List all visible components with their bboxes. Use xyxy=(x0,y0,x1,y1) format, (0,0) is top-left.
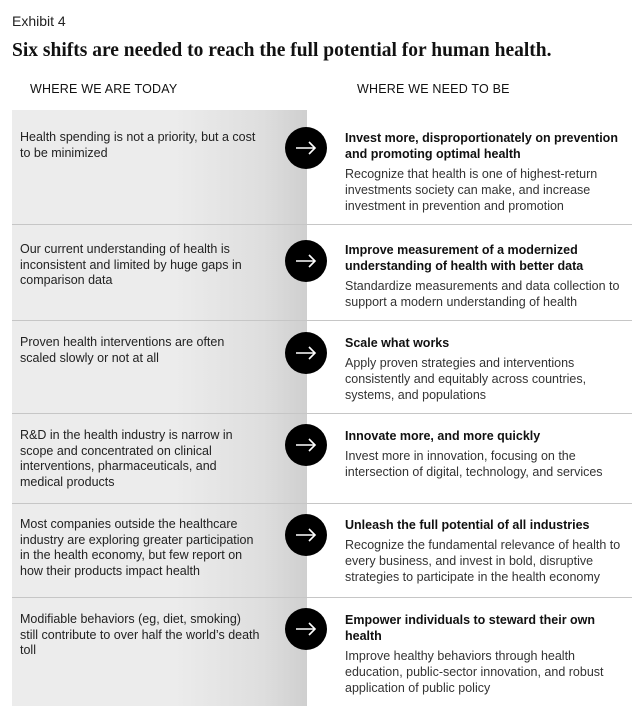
row-divider xyxy=(12,597,632,598)
arrow-circle-4 xyxy=(285,424,327,466)
today-text-6: Modifiable behaviors (eg, diet, smoking) still contribute to over half the world’s death toll xyxy=(20,612,260,657)
need-desc-6: Improve healthy behaviors through health education, public-sector innovation, and robust application of public policy xyxy=(345,649,604,695)
today-text-1: Health spending is not a priority, but a cost to be minimized xyxy=(20,130,256,160)
row-divider xyxy=(12,224,632,225)
right-arrow-icon xyxy=(285,332,327,374)
row-divider xyxy=(12,413,632,414)
need-title-4: Innovate more, and more quickly xyxy=(345,429,541,443)
need-block-2 xyxy=(345,242,635,310)
exhibit-label: Exhibit 4 xyxy=(12,13,66,29)
need-title-6: Empower individuals to steward their own health xyxy=(345,613,596,643)
need-title-3: Scale what works xyxy=(345,336,450,350)
column-header-need: WHERE WE NEED TO BE xyxy=(357,82,510,96)
need-desc-2: Standardize measurements and data collection to support a modern understanding of health xyxy=(345,279,620,309)
arrow-circle-3 xyxy=(285,332,327,374)
need-block-6 xyxy=(345,612,635,696)
arrow-circle-2 xyxy=(285,240,327,282)
today-text-5: Most companies outside the healthcare industry are exploring greater participation in the health economy, but few report on how their products impact health xyxy=(20,517,254,578)
need-block-5 xyxy=(345,517,635,585)
need-block-1 xyxy=(345,130,635,214)
column-header-today: WHERE WE ARE TODAY xyxy=(30,82,178,96)
row-divider xyxy=(12,503,632,504)
need-desc-1: Recognize that health is one of highest-return investments society can make, and increase investment in prevention and promotion xyxy=(345,167,598,213)
need-title-2: Improve measurement of a modernized understanding of health with better data xyxy=(345,243,584,273)
need-title-5: Unleash the full potential of all industries xyxy=(345,518,590,532)
right-arrow-icon xyxy=(285,608,327,650)
arrow-circle-6 xyxy=(285,608,327,650)
right-arrow-icon xyxy=(285,424,327,466)
need-block-3 xyxy=(345,335,635,403)
page-title: Six shifts are needed to reach the full potential for human health. xyxy=(12,40,552,61)
need-desc-4: Invest more in innovation, focusing on the intersection of digital, technology, and services xyxy=(345,449,603,479)
today-text-4: R&D in the health industry is narrow in scope and concentrated on clinical interventions, pharmaceuticals, and medical products xyxy=(20,428,233,489)
arrow-circle-1 xyxy=(285,127,327,169)
today-text-3: Proven health interventions are often scaled slowly or not at all xyxy=(20,335,225,365)
need-title-1: Invest more, disproportionately on prevention and promoting optimal health xyxy=(345,131,618,161)
right-arrow-icon xyxy=(285,240,327,282)
row-divider xyxy=(12,320,632,321)
right-arrow-icon xyxy=(285,127,327,169)
need-desc-5: Recognize the fundamental relevance of health to every business, and invest in bold, disruptive strategies to participate in the health economy xyxy=(345,538,621,584)
right-arrow-icon xyxy=(285,514,327,556)
arrow-circle-5 xyxy=(285,514,327,556)
today-text-2: Our current understanding of health is inconsistent and limited by huge gaps in comparison data xyxy=(20,242,242,287)
need-desc-3: Apply proven strategies and interventions consistently and equitably across countries, systems, and populations xyxy=(345,356,587,402)
need-block-4 xyxy=(345,428,635,480)
